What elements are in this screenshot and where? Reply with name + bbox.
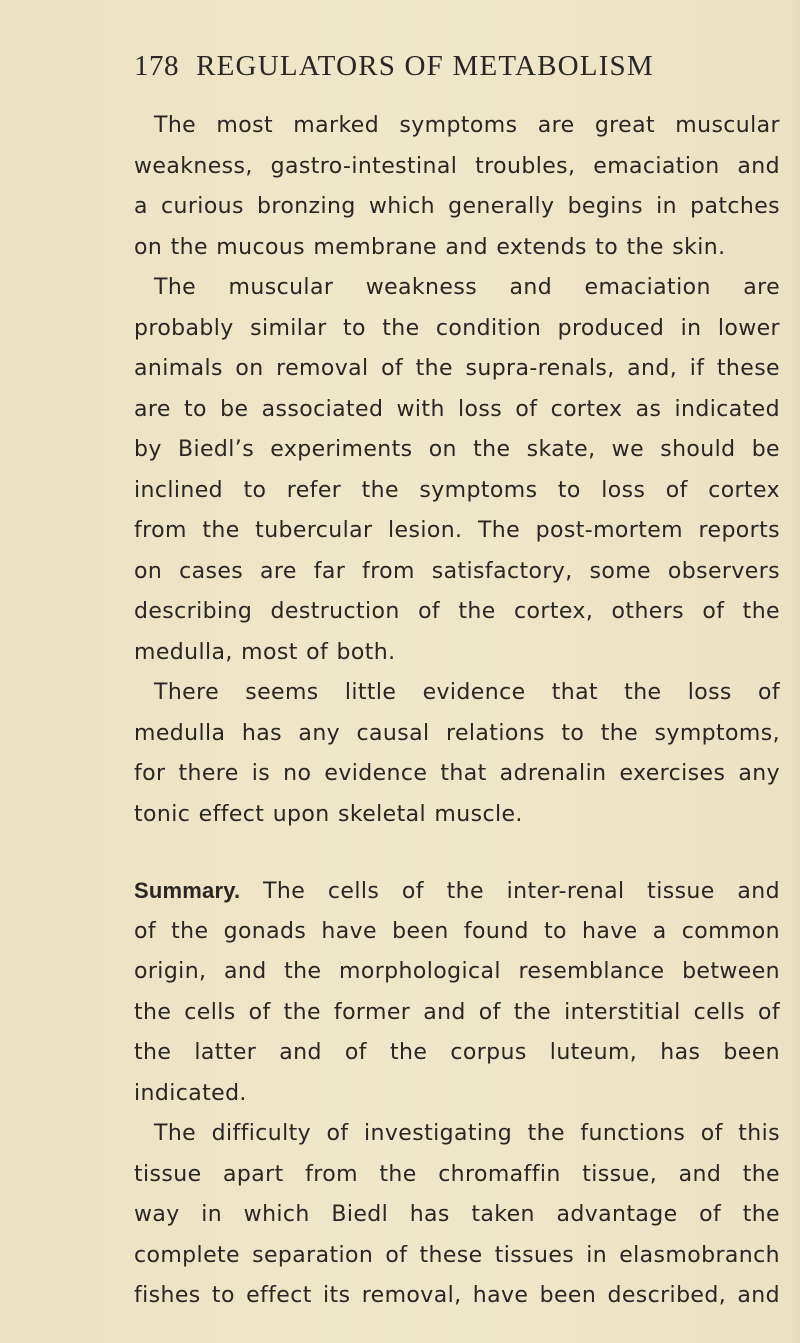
text-line: for there is no evidence that adrenalin exercises any bbox=[134, 761, 780, 786]
page-header bbox=[134, 50, 794, 90]
page-number: 178 bbox=[134, 50, 179, 82]
text-line: The difficulty of investigating the functions of this bbox=[154, 1121, 780, 1146]
paragraph bbox=[134, 268, 780, 673]
text-line: origin, and the morphological resemblance between bbox=[134, 959, 780, 984]
text-line: medulla, most of both. bbox=[134, 639, 396, 665]
summary-first-line-text: The cells of the inter-renal tissue and bbox=[240, 879, 780, 904]
page-edge-shadow bbox=[790, 0, 800, 1343]
text-line: way in which Biedl has taken advantage of the bbox=[134, 1202, 780, 1227]
text-line: animals on removal of the supra-renals, and, if these bbox=[134, 356, 780, 381]
text-line: the latter and of the corpus luteum, has been bbox=[134, 1040, 780, 1065]
text-line: a curious bronzing which generally begins in patches bbox=[134, 194, 780, 219]
text-line: of the gonads have been found to have a common bbox=[134, 918, 780, 944]
text-line: The muscular weakness and emaciation are bbox=[154, 275, 780, 300]
text-line: from the tubercular lesion. The post-mortem reports bbox=[134, 518, 780, 543]
text-line: on cases are far from satisfactory, some observers bbox=[134, 558, 780, 584]
text-line: tissue apart from the chromaffin tissue, and the bbox=[134, 1161, 780, 1187]
paragraph bbox=[134, 673, 780, 835]
text-line: The most marked symptoms are great muscular bbox=[154, 113, 780, 138]
text-line: by Biedl’s experiments on the skate, we should be bbox=[134, 437, 780, 462]
text-line: medulla has any causal relations to the symptoms, bbox=[134, 720, 780, 746]
summary-label: Summary. bbox=[134, 878, 241, 903]
paragraph bbox=[134, 106, 780, 268]
text-line: probably similar to the condition produced in lower bbox=[134, 315, 780, 341]
running-title: REGULATORS OF METABOLISM bbox=[196, 50, 654, 82]
text-line: tonic effect upon skeletal muscle. bbox=[134, 801, 523, 827]
section-gap bbox=[134, 835, 780, 871]
text-line: complete separation of these tissues in elasmobranch bbox=[134, 1242, 780, 1268]
text-line: describing destruction of the cortex, others of the bbox=[134, 599, 780, 624]
text-line: are to be associated with loss of cortex as indicated bbox=[134, 396, 780, 422]
text-line: fishes to effect its removal, have been described, and bbox=[134, 1283, 780, 1308]
text-line: indicated. bbox=[134, 1080, 247, 1106]
text-line: inclined to refer the symptoms to loss of cortex bbox=[134, 477, 780, 503]
summary-first-line bbox=[134, 871, 780, 912]
text-line: the cells of the former and of the interstitial cells of bbox=[134, 999, 780, 1025]
summary-paragraph bbox=[134, 871, 780, 1114]
body-text bbox=[134, 106, 780, 1317]
paragraph bbox=[134, 1114, 780, 1317]
text-line: There seems little evidence that the loss of bbox=[154, 680, 780, 705]
text-line: on the mucous membrane and extends to the skin. bbox=[134, 234, 726, 260]
text-line: weakness, gastro-intestinal troubles, emaciation and bbox=[134, 153, 780, 179]
